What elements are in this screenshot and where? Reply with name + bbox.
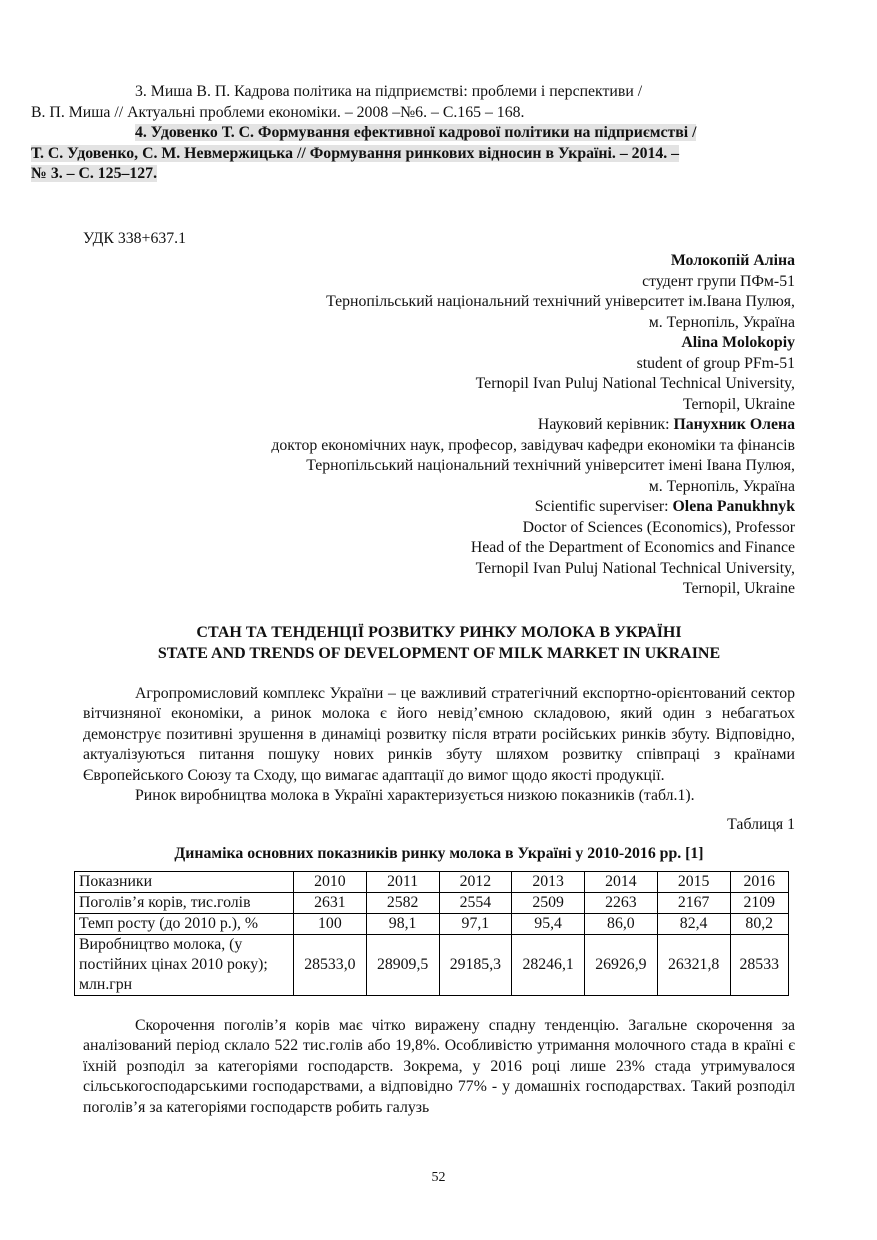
table-header-row <box>75 871 789 892</box>
supervisor-city-en: Ternopil, Ukraine <box>682 580 795 597</box>
table-header-cell: 2013 <box>512 871 585 892</box>
author-university-ua: Тернопільський національний технічний університет ім.Івана Пулюя, <box>326 293 795 310</box>
supervisor-title-ua: доктор економічних наук, професор, завідувач кафедри економіки та фінансів <box>271 436 795 454</box>
table-cell: 2167 <box>657 892 730 913</box>
supervisor-title-en: Doctor of Sciences (Economics), Professor <box>522 518 795 536</box>
table-cell: 98,1 <box>366 913 439 934</box>
reference-4-line3: № 3. – С. 125–127. <box>31 165 158 182</box>
table-header-cell: Показники <box>75 871 294 892</box>
udk-code: УДК 338+637.1 <box>83 229 186 247</box>
table-cell: 26321,8 <box>657 934 730 995</box>
table-cell: 28909,5 <box>366 934 439 995</box>
paper-title <box>83 622 795 664</box>
author-block <box>83 251 795 600</box>
supervisor-line-ua <box>83 415 795 436</box>
table-row <box>75 934 789 995</box>
table-header-cell: 2012 <box>439 871 512 892</box>
table-cell: 28246,1 <box>512 934 585 995</box>
table-cell: Виробництво молока, (у постійних цінах 2010 року); млн.грн <box>75 934 294 995</box>
table-title: Динаміка основних показників ринку молока в Україні у 2010-2016 рр. [1] <box>174 845 704 862</box>
table-cell: 80,2 <box>730 913 789 934</box>
table-row <box>75 892 789 913</box>
paragraph-table-intro: Ринок виробництва молока в Україні характеризується низкою показників (табл.1). <box>135 787 695 804</box>
table-cell: 26926,9 <box>585 934 658 995</box>
author-university-en: Ternopil Ivan Puluj National Technical University, <box>475 375 795 392</box>
table-header-cell: 2016 <box>730 871 789 892</box>
supervisor-university-ua: Тернопільський національний технічний університет імені Івана Пулюя, <box>306 457 795 474</box>
table-cell: 100 <box>294 913 367 934</box>
supervisor-university-en: Ternopil Ivan Puluj National Technical University, <box>475 559 795 577</box>
reference-3-line1: 3. Миша В. П. Кадрова політика на підприємстві: проблеми і перспективи / <box>135 83 643 100</box>
author-name-ua: Молокопій Аліна <box>670 252 795 269</box>
table-cell: 29185,3 <box>439 934 512 995</box>
reference-3-line2: В. П. Миша // Актуальні проблеми економіки. – 2008 –№6. – С.165 – 168. <box>31 103 525 121</box>
page <box>31 82 795 1118</box>
author-name-en: Alina Molokopiy <box>681 334 795 351</box>
table-cell: 82,4 <box>657 913 730 934</box>
table-header-cell: 2011 <box>366 871 439 892</box>
table-label: Таблиця 1 <box>727 815 795 833</box>
reference-4 <box>31 123 795 185</box>
supervisor-name-en: Olena Panukhnyk <box>672 498 795 515</box>
table-cell: 86,0 <box>585 913 658 934</box>
table-cell: 2263 <box>585 892 658 913</box>
table-cell: 95,4 <box>512 913 585 934</box>
table-header-cell: 2015 <box>657 871 730 892</box>
author-group-en: student of group PFm-51 <box>636 354 795 372</box>
table-cell: 28533,0 <box>294 934 367 995</box>
author-city-ua: м. Тернопіль, Україна <box>648 313 795 331</box>
table-header-cell: 2010 <box>294 871 367 892</box>
table-cell: 2554 <box>439 892 512 913</box>
reference-4-line2: Т. С. Удовенко, С. М. Невмержицька // Формування ринкових відносин в Україні. – 2014. – <box>31 144 680 162</box>
author-city-en: Ternopil, Ukraine <box>682 395 795 413</box>
supervisor-name-ua: Панухник Олена <box>673 416 795 433</box>
author-group-ua: студент групи ПФм-51 <box>642 272 795 290</box>
supervisor-city-ua: м. Тернопіль, Україна <box>648 477 795 495</box>
supervisor-department-en: Head of the Department of Economics and Finance <box>470 539 795 556</box>
paper-title-ua: СТАН ТА ТЕНДЕНЦІЇ РОЗВИТКУ РИНКУ МОЛОКА В УКРАЇНІ <box>196 623 682 641</box>
table-cell: 2509 <box>512 892 585 913</box>
table-cell: 2109 <box>730 892 789 913</box>
reference-3 <box>31 82 795 123</box>
page-number: 52 <box>431 1170 446 1185</box>
table-row <box>75 913 789 934</box>
supervisor-label-ua: Науковий керівник: <box>537 416 674 433</box>
table-cell: Темп росту (до 2010 р.), % <box>75 913 294 934</box>
paragraph-analysis: Скорочення поголів’я корів має чітко виражену спадну тенденцію. Загальне скорочення за аналізований період склало 522 тис.голів або 19,8%. Особливістю утримання молочного стада в країні є їхній розподіл за категоріями господарств. Зокрема, у 2016 році лише 23% стада утримувалося сільськогосподарськими господарствами, а відповідно 77% - у домашніх господарствах. Такий розподіл поголів’я за категоріями господарств робить галузь <box>83 1016 795 1116</box>
table-cell: 2582 <box>366 892 439 913</box>
paragraph-intro: Агропромисловий комплекс України – це важливий стратегічний експортно-орієнтований сектор вітчизняної економіки, а ринок молока є його невід’ємною складовою, який один з небагатьох демонструє позитивні зрушення в динаміці розвитку після втрати російських ринків збуту. Відповідно, актуалізуються питання пошуку нових ринків збуту шляхом розвитку співпраці з країнами Європейського Союзу та Сходу, що вимагає адаптації до вимог щодо якості продукції. <box>83 684 795 784</box>
supervisor-line-en <box>83 497 795 518</box>
reference-4-line1: 4. Удовенко Т. С. Формування ефективної кадрової політики на підприємстві / <box>135 124 697 141</box>
milk-market-table <box>74 871 789 996</box>
table-cell: 28533 <box>730 934 789 995</box>
supervisor-label-en: Scientific superviser: <box>534 498 673 515</box>
table-cell: Поголів’я корів, тис.голів <box>75 892 294 913</box>
table-cell: 2631 <box>294 892 367 913</box>
table-header-cell: 2014 <box>585 871 658 892</box>
table-cell: 97,1 <box>439 913 512 934</box>
paper-title-en: STATE AND TRENDS OF DEVELOPMENT OF MILK MARKET IN UKRAINE <box>157 644 721 662</box>
